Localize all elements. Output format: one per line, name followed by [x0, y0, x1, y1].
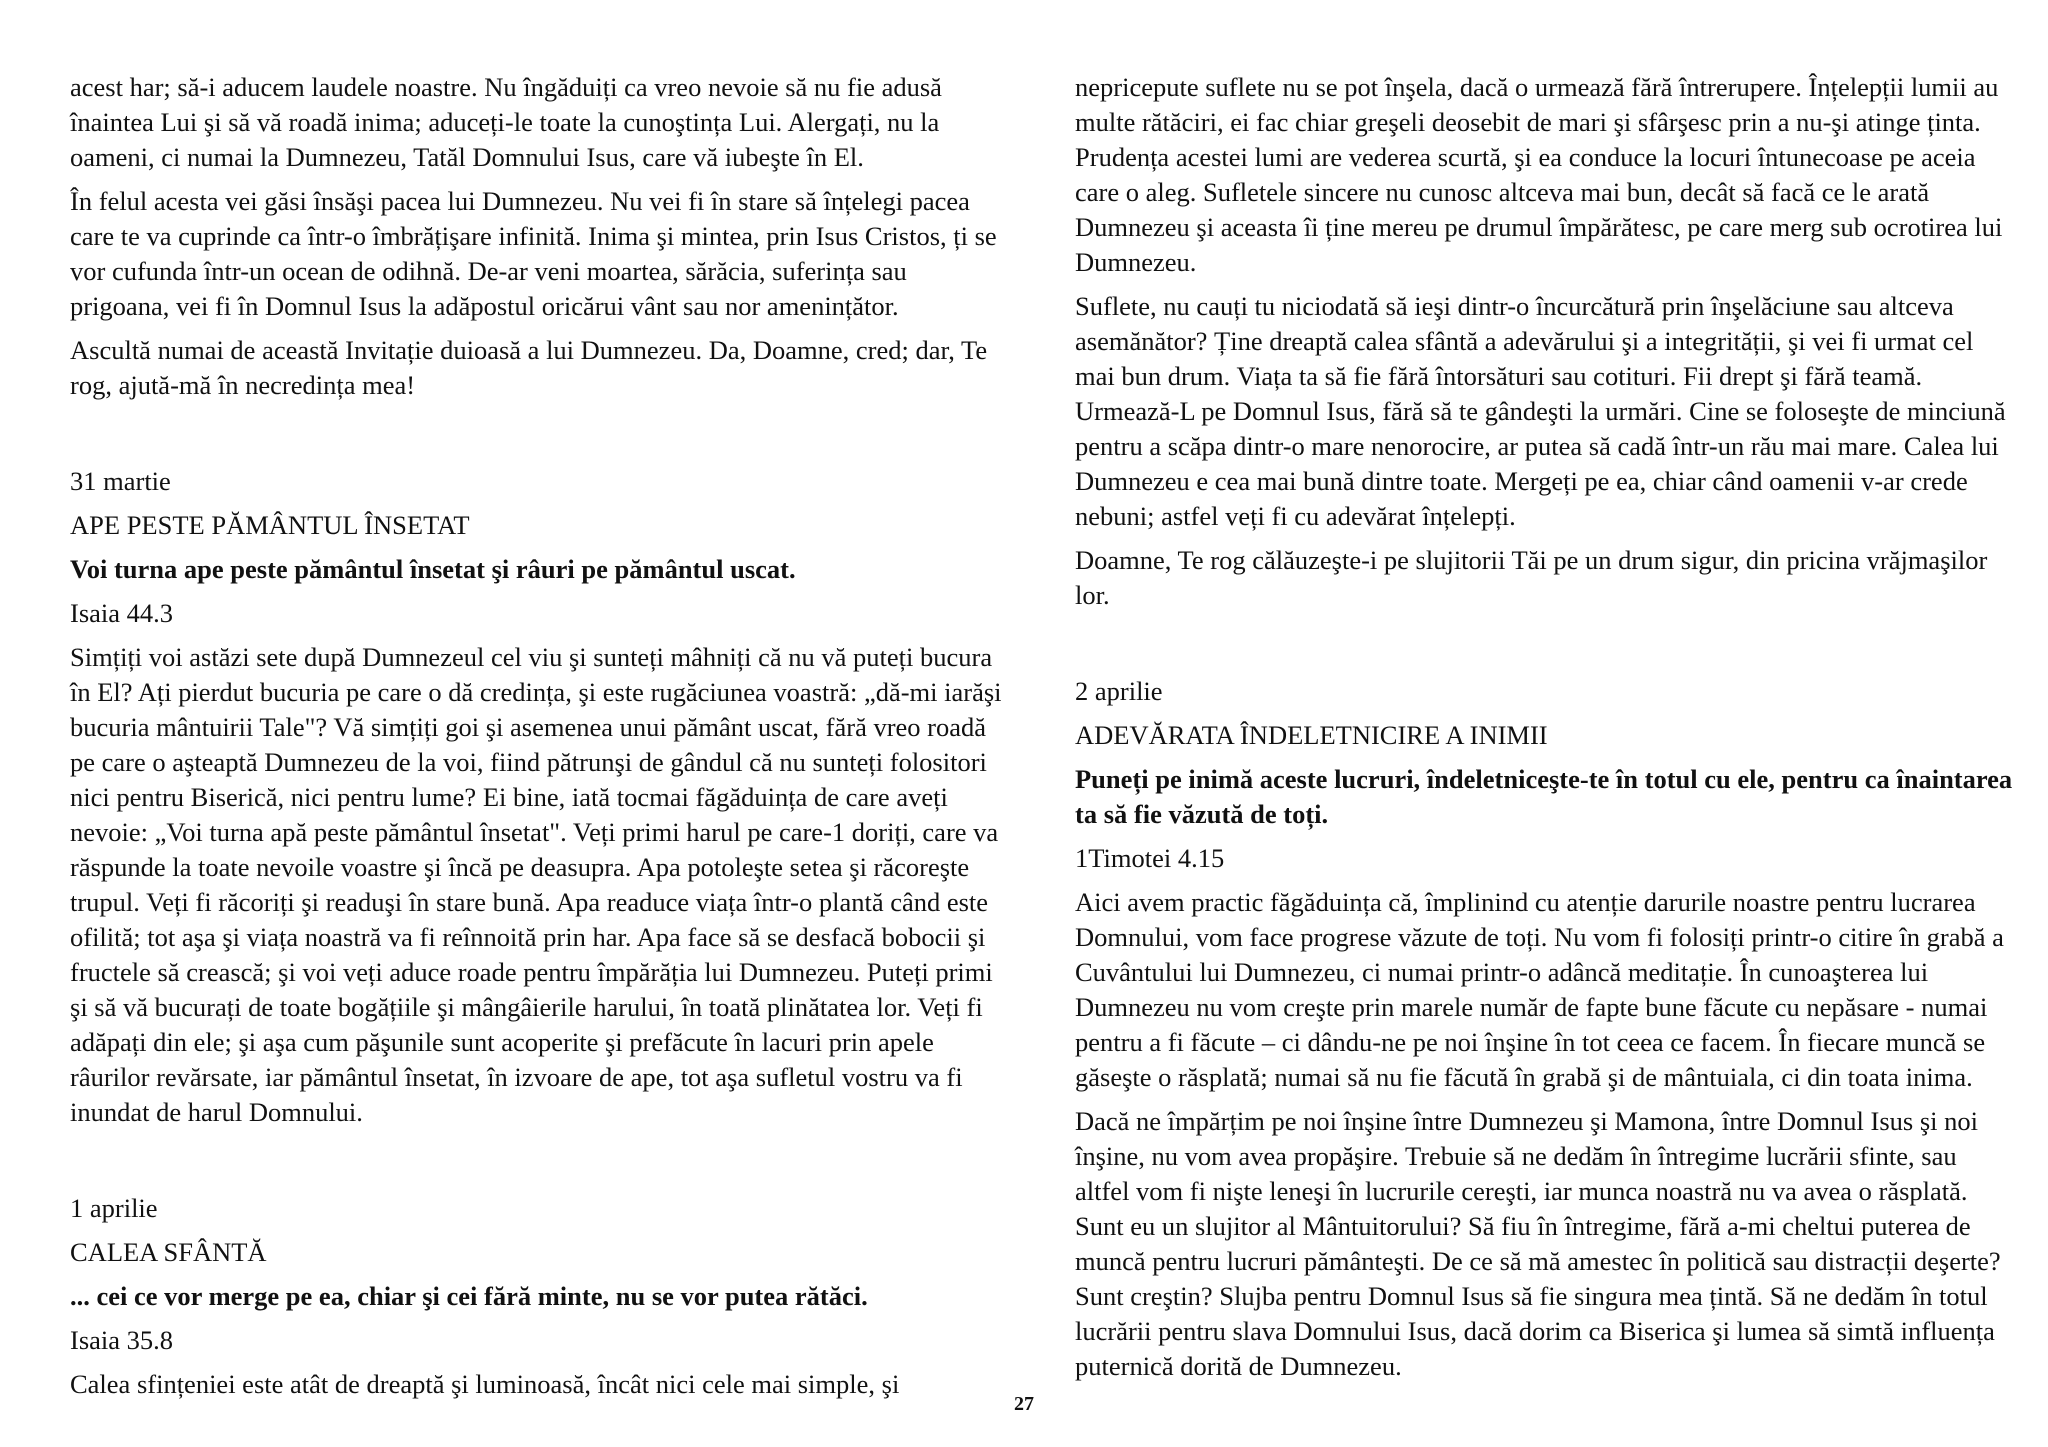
section-spacer [70, 1139, 1010, 1191]
devotional-entry-april-1 [70, 1191, 1010, 1402]
section-spacer [70, 412, 1010, 464]
entry-reference: Isaia 35.8 [70, 1325, 174, 1355]
entry-paragraph: Dacă ne împărțim pe noi înşine între Dumnezeu şi Mamona, între Domnul Isus şi noi înşine, nu vom avea propăşire. Trebuie să ne dedăm în întregime lucrării sfinte, sau altfel vom fi nişte leneşi în lucrurile cereşti, iar munca noastră nu va avea o răsplată. Sunt eu un slujitor al Mântuitorului? Să fiu în întregime, fără a-mi cheltui puterea de muncă pentru lucruri pământeşti. De ce să mă amestec în politică sau distracții deşerte? Sunt creştin? Slujba pentru Domnul Isus să fie singura mea țintă. Să ne dedăm în totul lucrării pentru slava Domnului Isus, dacă dorim ca Biserica şi lumea să simtă influența puternică dorită de Dumnezeu. [1075, 1106, 2001, 1381]
section-spacer [1075, 622, 2015, 674]
intro-paragraph: În felul acesta vei găsi însăşi pacea lui Dumnezeu. Nu vei fi în stare să înțelegi pacea care te va cuprinde ca într-o îmbrățişare infinită. Inima şi mintea, prin Isus Cristos, ți se vor cufunda într-un ocean de odihnă. De-ar veni moartea, sărăcia, suferința sau prigoana, vei fi în Domnul Isus la adăpostul oricărui vânt sau nor amenințător. [70, 186, 997, 321]
continuation-paragraph: Suflete, nu cauți tu niciodată să ieşi dintr-o încurcătură prin înşelăciune sau altceva asemănător? Ține dreaptă calea sfântă a adevărului şi a integrității, şi vei fi urmat cel mai bun drum. Viața ta să fie fără întorsături sau cotituri. Fii drept şi fără teamă. Urmează-L pe Domnul Isus, fără să te gândeşti la urmări. Cine se foloseşte de minciună pentru a scăpa dintr-o mare nenorocire, ar putea să cadă într-un rău mai mare. Calea lui Dumnezeu e cea mai bună dintre toate. Mergeți pe ea, chiar când oamenii v-ar crede nebuni; astfel veți fi cu adevărat înțelepți. [1075, 291, 2006, 531]
entry-paragraph: Aici avem practic făgăduința că, împlinind cu atenție darurile noastre pentru lucrarea Domnului, vom face progrese văzute de toți. Nu vom fi folosiți printr-o citire în grabă a Cuvântului lui Dumnezeu, ci numai printr-o adâncă meditație. În cunoaşterea lui Dumnezeu nu vom creşte prin marele număr de fapte bune făcute cu nepăsare - numai pentru a fi făcute – ci dându-ne pe noi înşine în tot ceea ce facem. În fiecare muncă se găseşte o răsplată; numai să nu fie făcută în grabă şi de mântuiala, ci din toata inima. [1075, 887, 2004, 1092]
entry-verse: ... cei ce vor merge pe ea, chiar şi cei fără minte, nu se vor putea rătăci. [70, 1281, 868, 1311]
entry-date: 2 aprilie [1075, 676, 1163, 706]
entry-reference: 1Timotei 4.15 [1075, 843, 1225, 873]
intro-paragraph: acest har; să-i aducem laudele noastre. Nu îngăduiți ca vreo nevoie să nu fie adusă înaintea Lui şi să vă roadă inima; aduceți-le toate la cunoştința Lui. Alergați, nu la oameni, ci numai la Dumnezeu, Tatăl Domnului Isus, care vă iubeşte în El. [70, 72, 942, 172]
devotional-entry-april-2 [1075, 674, 2015, 1384]
entry-verse: Puneți pe inimă aceste lucruri, îndeletniceşte-te în totul cu ele, pentru ca înaintarea ta să fie văzută de toți. [1075, 764, 2013, 829]
right-column [1075, 70, 2015, 1393]
intro-paragraph: Ascultă numai de această Invitație duioasă a lui Dumnezeu. Da, Doamne, cred; dar, Te rog, ajută-mă în necredința mea! [70, 335, 988, 400]
left-column [70, 70, 1010, 1411]
entry-title: ADEVĂRATA ÎNDELETNICIRE A INIMII [1075, 720, 1548, 750]
continuation-paragraph: Doamne, Te rog călăuzeşte-i pe slujitorii Tăi pe un drum sigur, din pricina vrăjmaşilor lor. [1075, 545, 1988, 610]
continuation-paragraph: nepricepute suflete nu se pot înşela, dacă o urmează fără întrerupere. Înțelepții lumii au multe rătăciri, ei fac chiar greşeli deosebit de mari şi sfârşesc prin a nu-şi atinge ținta. Prudența acestei lumi are vederea scurtă, şi ea conduce la locuri întunecoase pe aceia care o aleg. Sufletele sincere nu cunosc altceva mai bun, decât să facă ce le arată Dumnezeu şi aceasta îi ține mereu pe drumul împărătesc, pe care merg sub ocrotirea lui Dumnezeu. [1075, 72, 2003, 277]
entry-title: APE PESTE PĂMÂNTUL ÎNSETAT [70, 510, 470, 540]
entry-paragraph: Calea sfințeniei este atât de dreaptă şi luminoasă, încât nici cele mai simple, şi [70, 1369, 900, 1399]
entry-verse: Voi turna ape peste pământul însetat şi râuri pe pământul uscat. [70, 554, 796, 584]
page-number: 27 [1014, 1393, 1034, 1415]
entry-date: 1 aprilie [70, 1193, 158, 1223]
entry-reference: Isaia 44.3 [70, 598, 174, 628]
entry-title: CALEA SFÂNTĂ [70, 1237, 267, 1267]
devotional-entry-march-31 [70, 464, 1010, 1130]
entry-date: 31 martie [70, 466, 171, 496]
entry-paragraph: Simțiți voi astăzi sete după Dumnezeul cel viu şi sunteți mâhniți că nu vă puteți bucura în El? Ați pierdut bucuria pe care o dă credința, şi este rugăciunea voastră: „dă-mi iarăşi bucuria mântuirii Tale"? Vă simțiți goi şi asemenea unui pământ uscat, fără vreo roadă pe care o aşteaptă Dumnezeu de la voi, fiind pătrunşi de gândul că nu sunteți folositori nici pentru Biserică, nici pentru lume? Ei bine, iată tocmai făgăduința de care aveți nevoie: „Voi turna apă peste pământul însetat". Veți primi harul pe care-1 doriți, care va răspunde la toate nevoile voastre şi încă pe deasupra. Apa potoleşte setea şi răcoreşte trupul. Veți fi răcoriți şi readuşi în stare bună. Apa readuce viața într-o plantă când este ofilită; tot aşa şi viața noastră va fi reînnoită prin har. Apa face să se desfacă bobocii şi fructele să crească; şi voi veți aduce roade pentru împărăția lui Dumnezeu. Puteți primi şi să vă bucurați de toate bogățiile şi mângâierile harului, în toată plinătatea lor. Veți fi adăpați din ele; şi aşa cum păşunile sunt acoperite şi prefăcute în lacuri prin apele râurilor revărsate, iar pământul însetat, în izvoare de ape, tot aşa sufletul vostru va fi inundat de harul Domnului. [70, 642, 1002, 1127]
